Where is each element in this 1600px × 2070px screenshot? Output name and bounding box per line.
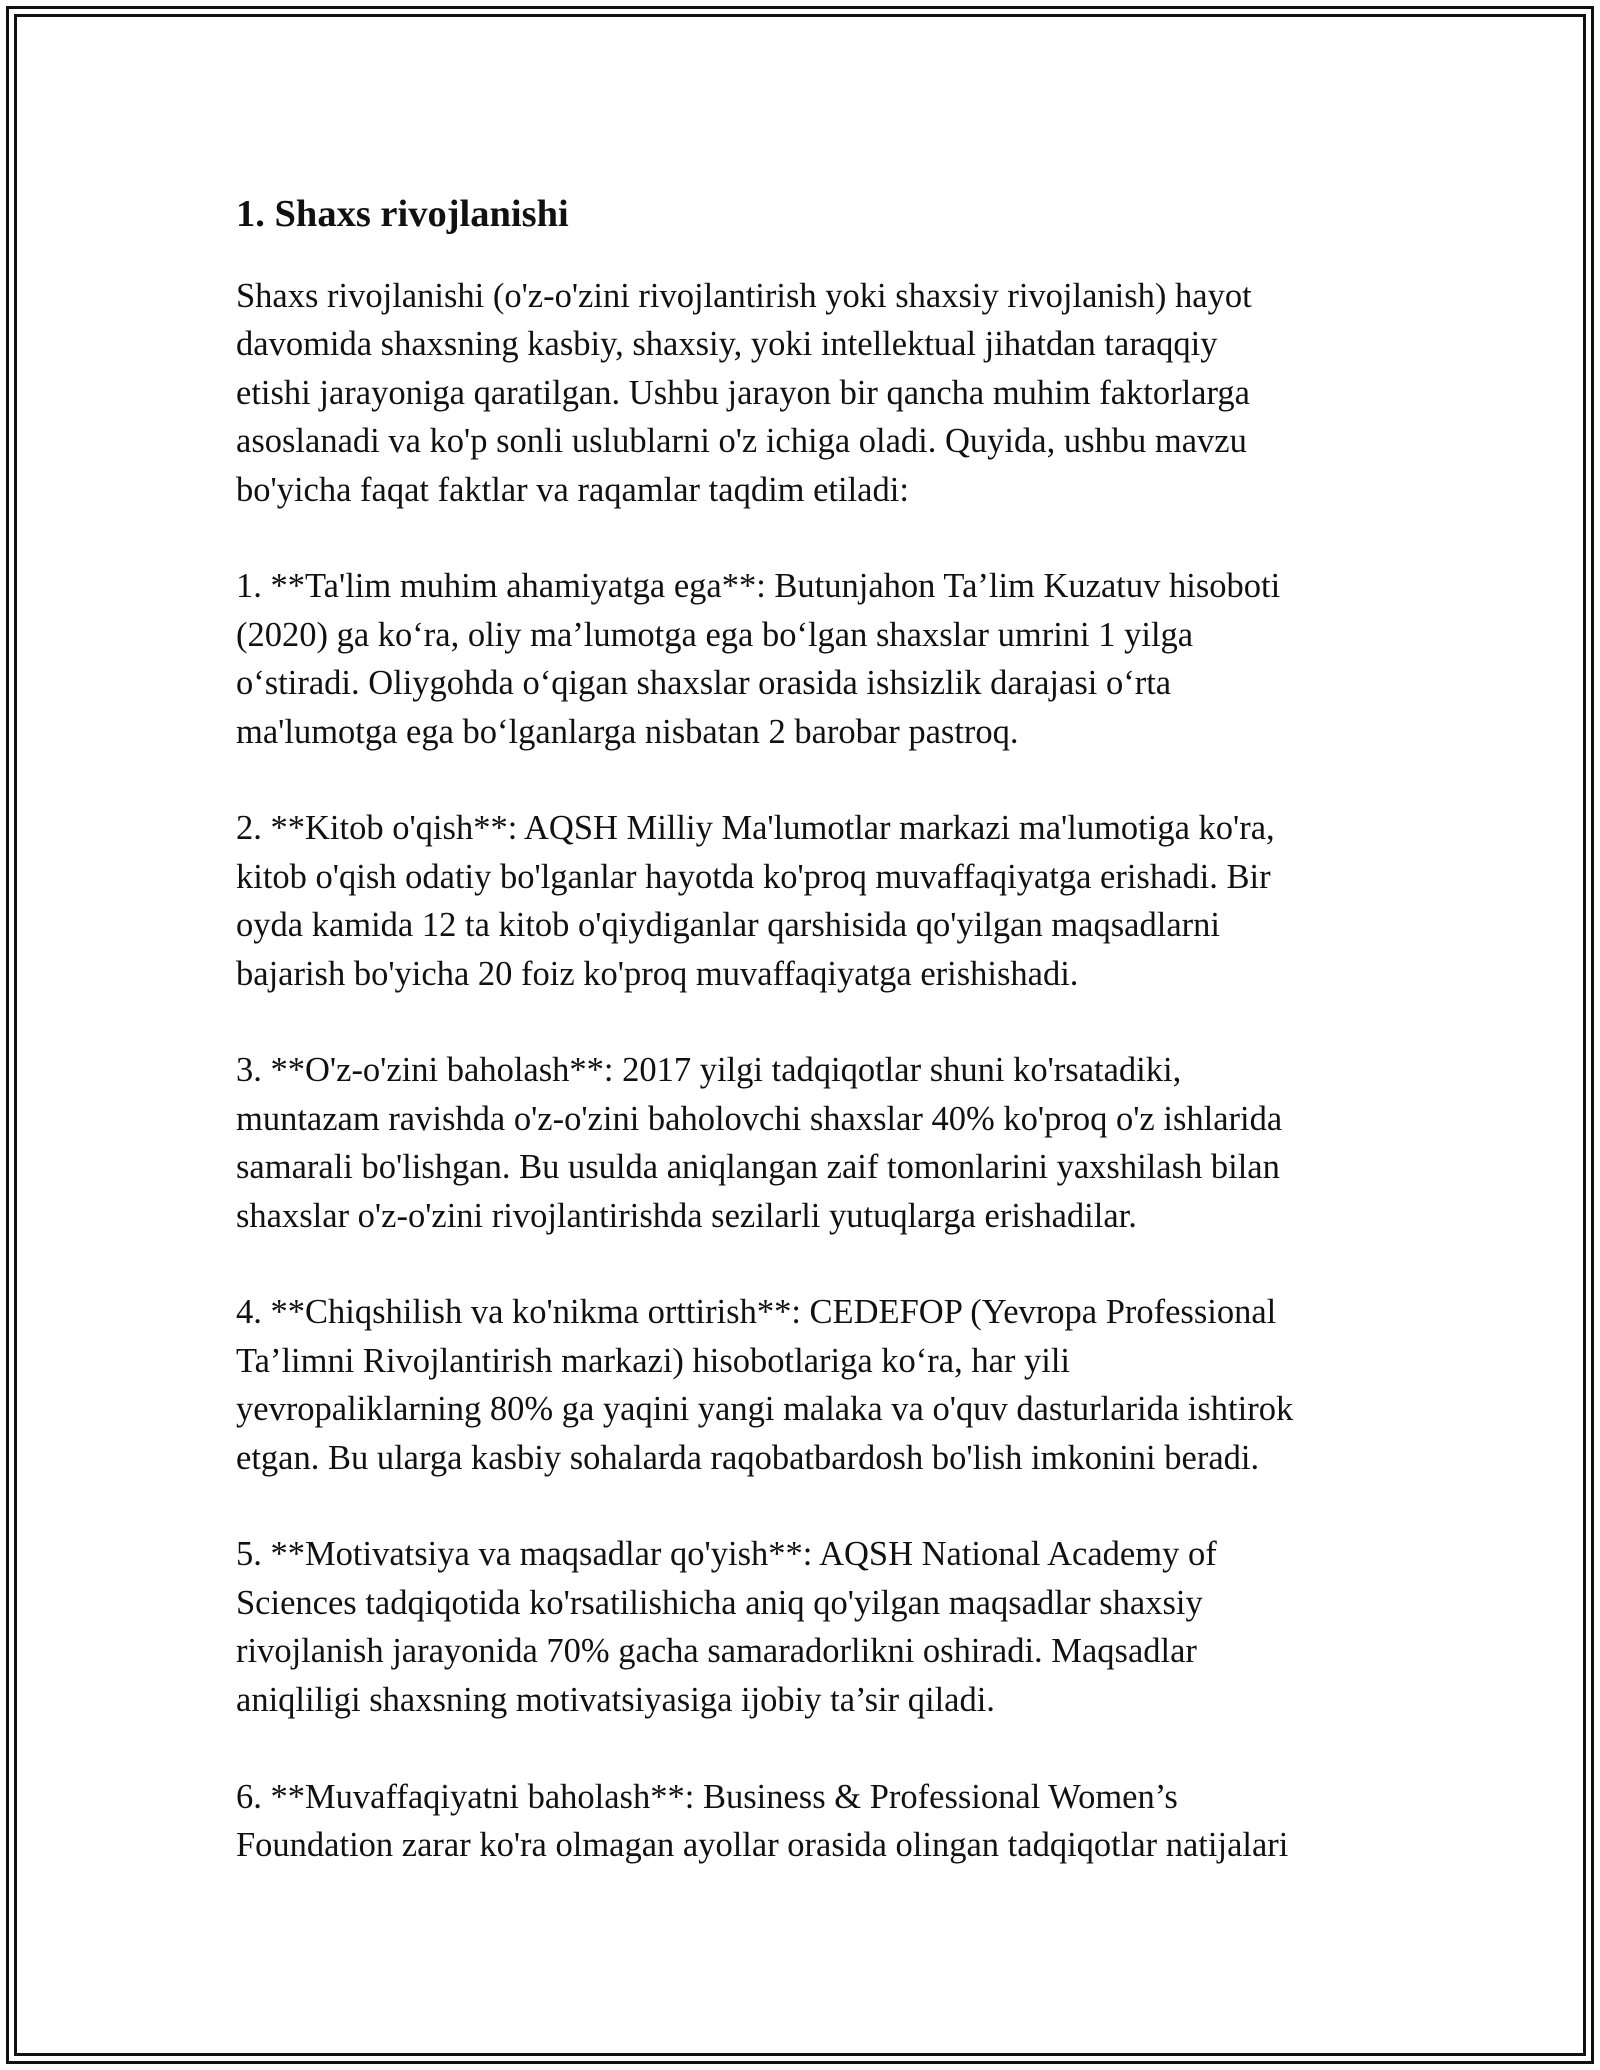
list-item-education: 1. **Ta'lim muhim ahamiyatga ega**: Butunjahon Ta’lim Kuzatuv hisoboti (2020) ga ko‘ra, oliy ma’lumotga ega bo‘lgan shaxslar umrini 1 yilga o‘stiradi. Oliygohda o‘qigan shaxslar orasida ishsizlik darajasi o‘rta ma'lumotga ega bo‘lganlarga nisbatan 2 barobar pastroq. [236, 567, 1281, 751]
list-item-success-evaluation: 6. **Muvaffaqiyatni baholash**: Business & Professional Women’s Foundation zarar ko'ra olmagan ayollar orasida olingan tadqiqotlar natijalari [236, 1777, 1289, 1864]
list-item-reading: 2. **Kitob o'qish**: AQSH Milliy Ma'lumotlar markazi ma'lumotiga ko'ra, kitob o'qish odatiy bo'lganlar hayotda ko'proq muvaffaqiyatga erishadi. Bir oyda kamida 12 ta kitob o'qiydiganlar qarshisida qo'yilgan maqsadlarni bajarish bo'yicha 20 foiz ko'proq muvaffaqiyatga erishishadi. [236, 809, 1275, 993]
list-item-motivation: 5. **Motivatsiya va maqsadlar qo'yish**: AQSH National Academy of Sciences tadqiqotida ko'rsatilishicha aniq qo'yilgan maqsadlar shaxsiy rivojlanish jarayonida 70% gacha samaradorlikni oshiradi. Maqsadlar aniqliligi shaxsning motivatsiyasiga ijobiy ta’sir qiladi. [236, 1535, 1217, 1719]
list-item-self-assessment: 3. **O'z-o'zini baholash**: 2017 yilgi tadqiqotlar shuni ko'rsatadiki, muntazam ravishda o'z-o'zini baholovchi shaxslar 40% ko'proq o'z ishlarida samarali bo'lishgan. Bu usulda aniqlangan zaif tomonlarini yaxshilash bilan shaxslar o'z-o'zini rivojlantirishda sezilarli yutuqlarga erishadilar. [236, 1051, 1283, 1235]
list-item-skills: 4. **Chiqshilish va ko'nikma orttirish**: CEDEFOP (Yevropa Professional Ta’limni Rivojlantirish markazi) hisobotlariga ko‘ra, har yili yevropaliklarning 80% ga yaqini yangi malaka va o'quv dasturlarida ishtirok etgan. Bu ularga kasbiy sohalarda raqobatbardosh bo'lish imkonini beradi. [236, 1293, 1294, 1477]
intro-paragraph: Shaxs rivojlanishi (o'z-o'zini rivojlantirish yoki shaxsiy rivojlanish) hayot davomida shaxsning kasbiy, shaxsiy, yoki intellektual jihatdan taraqqiy etishi jarayoniga qaratilgan. Ushbu jarayon bir qancha muhim faktorlarga asoslanadi va ko'p sonli uslublarni o'z ichiga oladi. Quyida, ushbu mavzu bo'yicha faqat faktlar va raqamlar taqdim etiladi: [236, 277, 1252, 509]
section-heading: 1. Shaxs rivojlanishi [236, 193, 569, 235]
document-body [236, 190, 1376, 1869]
